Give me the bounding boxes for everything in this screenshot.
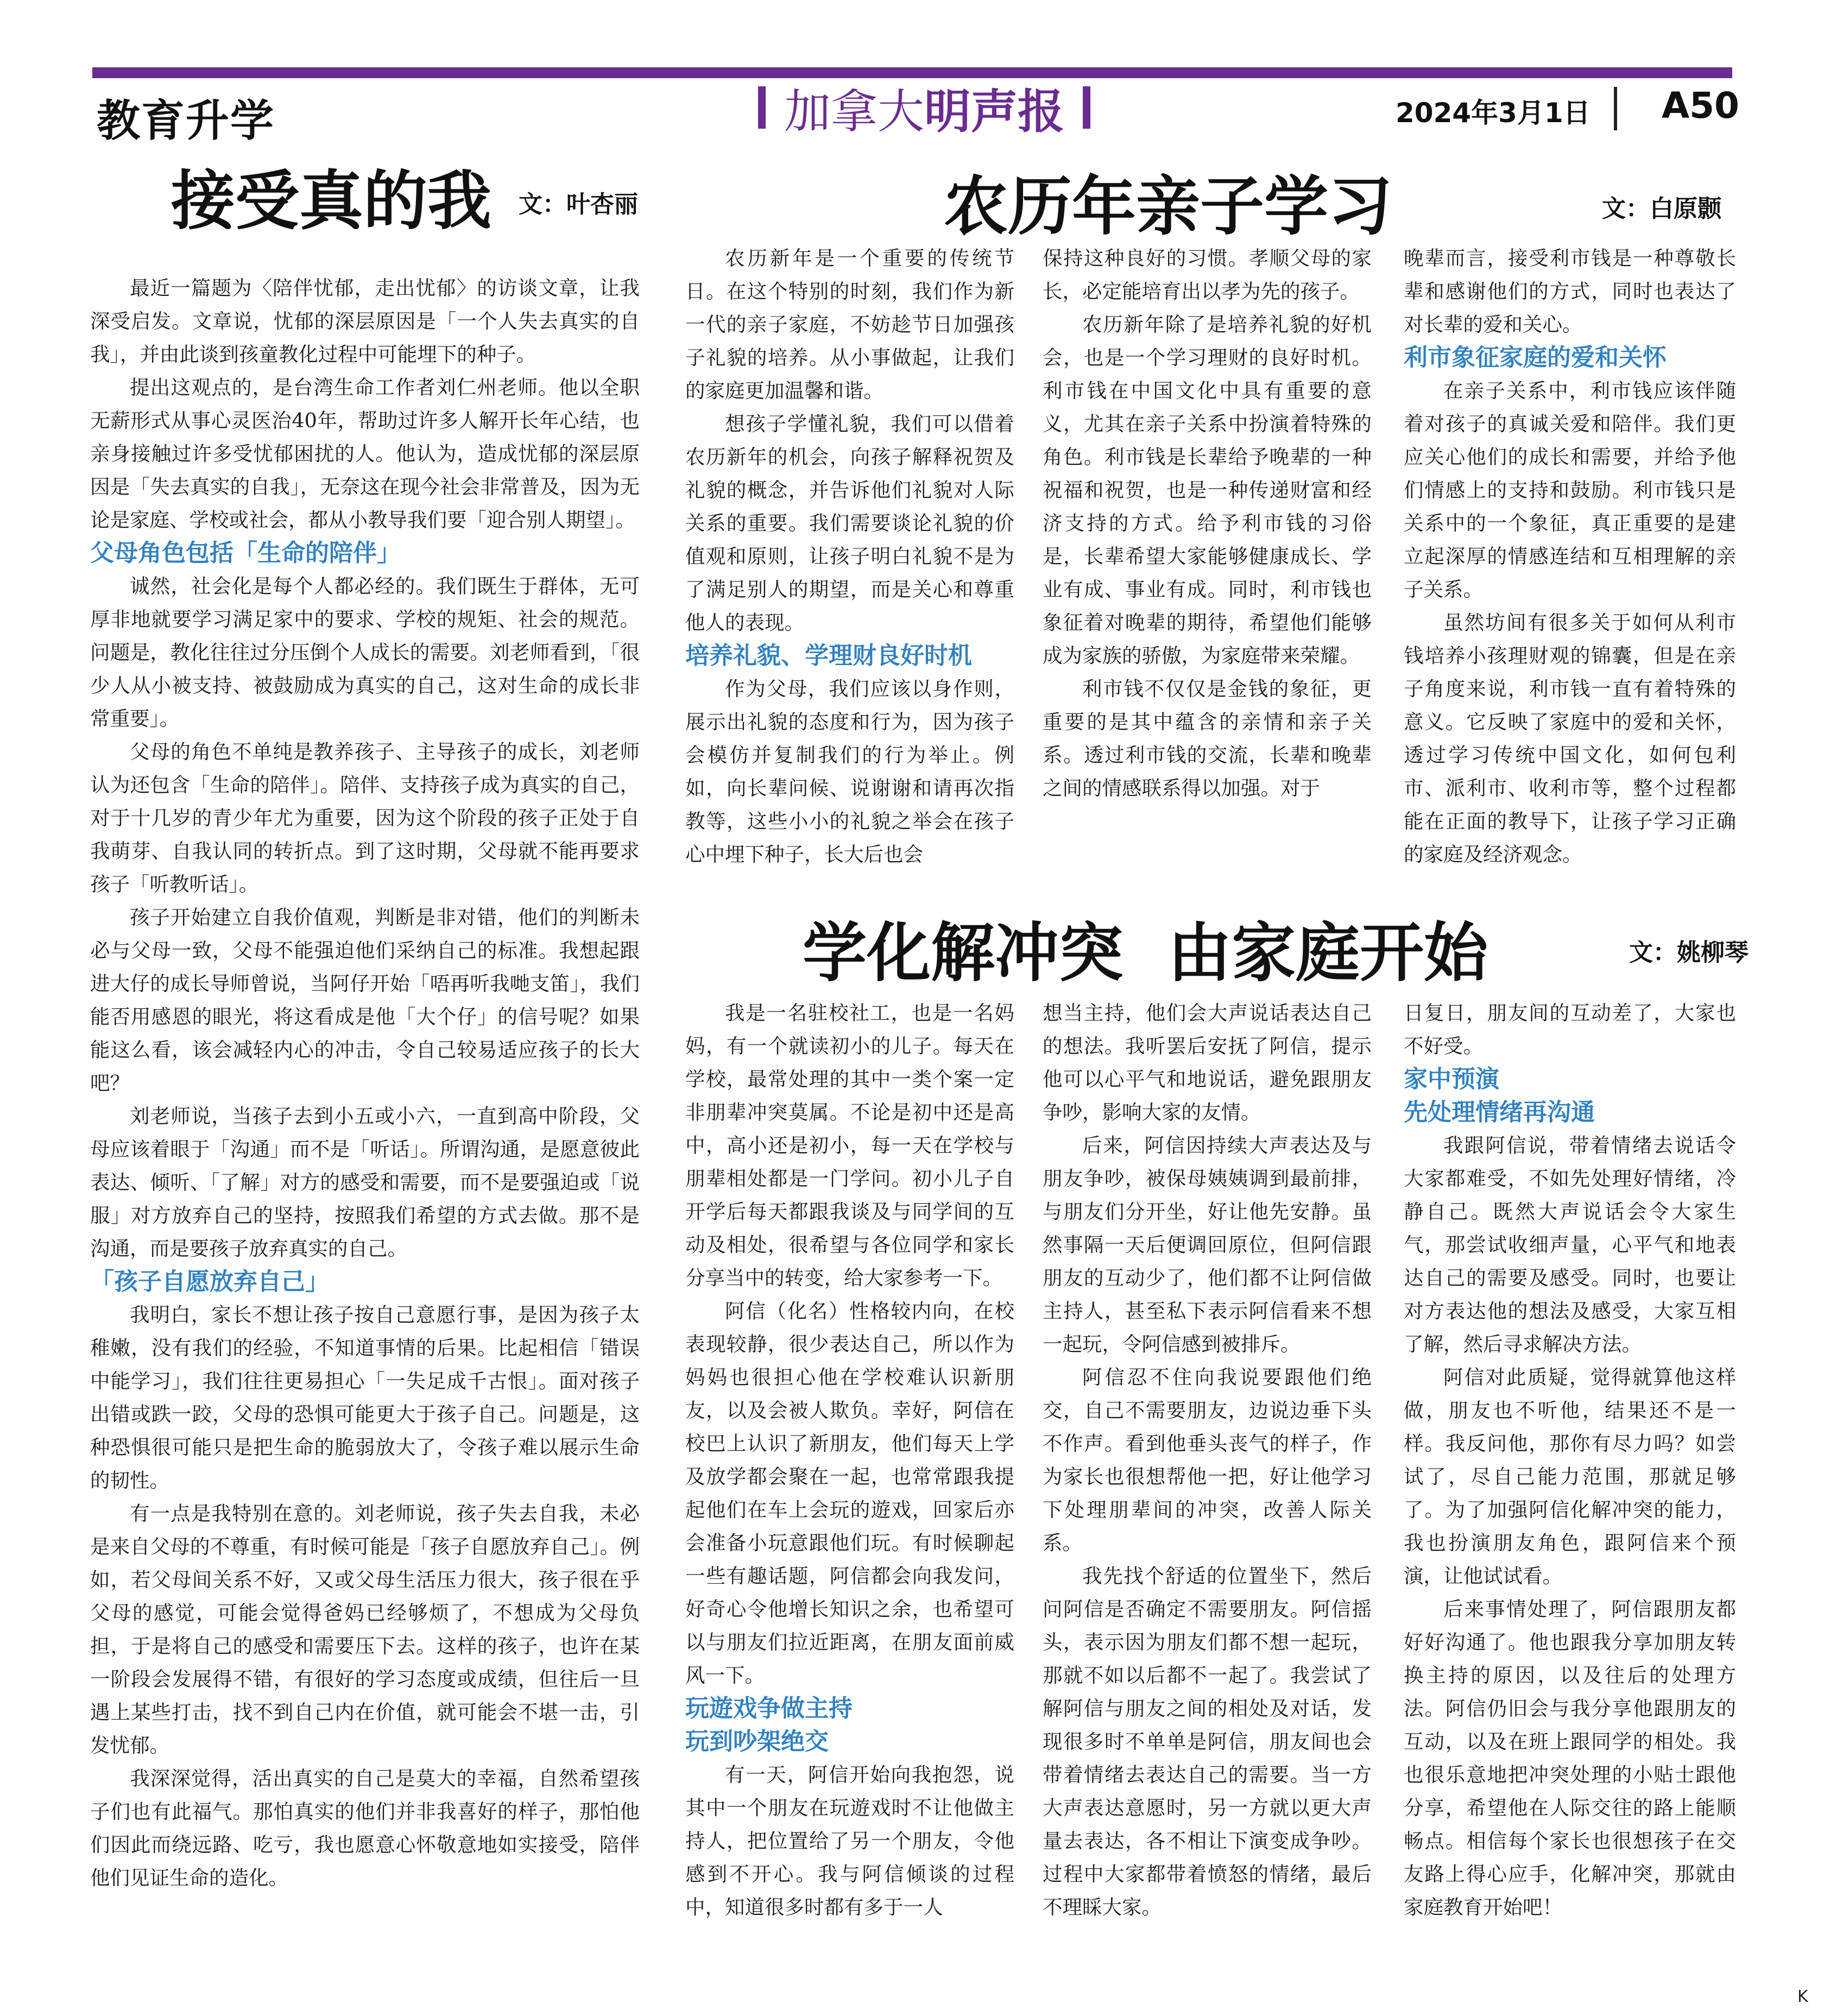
subheading: 先处理情绪再沟通	[1404, 1098, 1595, 1126]
paragraph: 诚然，社会化是每个人都必经的。我们既生于群体，无可厚非地就要学习满足家中的要求、学校的规矩、社会的规范。问题是，教化往往过分压倒个人成长的需要。刘老师看到，「很少人从小被支持、被鼓励成为真实的自己，这对生命的成长非常重要」。	[90, 574, 640, 730]
article3-col3	[1404, 996, 1736, 1974]
paragraph: 父母的角色不单纯是教养孩子、主导孩子的成长，刘老师认为还包含「生命的陪伴」。陪伴、支持孩子成为真实的自己，对于十几岁的青少年尤为重要，因为这个阶段的孩子正处于自我萌芽、自我认同的转折点。到了这时期，父母就不能再要求孩子「听教听话」。	[90, 740, 640, 896]
paragraph: 在亲子关系中，利市钱应该伴随着对孩子的真诚关爱和陪伴。我们更应关心他们的成长和需要，并给予他们情感上的支持和鼓励。利市钱只是关系中的一个象征，真正重要的是建立起深厚的情感连结和互相理解的亲子关系。	[1404, 379, 1736, 601]
paragraph: 晚辈而言，接受利市钱是一种尊敬长辈和感谢他们的方式，同时也表达了对长辈的爱和关心。	[1404, 247, 1736, 336]
masthead-bar-left	[758, 86, 766, 129]
subheading: 「孩子自愿放弃自己」	[90, 1268, 329, 1295]
paragraph: 有一天，阿信开始向我抱怨，说其中一个朋友在玩遊戏时不让他做主持人，把位置给了另一个朋友，令他感到不开心。我与阿信倾谈的过程中，知道很多时都有多于一人	[685, 1763, 1014, 1919]
paragraph: 后来，阿信因持续大声表达及与朋友争吵，被保母姨姨调到最前排，与朋友们分开坐，好让他先安静。虽然事隔一天后便调回原位，但阿信跟朋友的互动少了，他们都不让阿信做主持人，甚至私下表示阿信看来不想一起玩，令阿信感到被排斥。	[1043, 1134, 1372, 1356]
masthead	[740, 80, 1109, 139]
paragraph: 我先找个舒适的位置坐下，然后问阿信是否确定不需要朋友。阿信摇头，表示因为朋友们都不想一起玩，那就不如以后都不一起了。我尝试了解阿信与朋友之间的相处及对话，发现很多时不单单是阿信，朋友间也会带着情绪去表达自己的需要。当一方大声表达意愿时，另一方就以更大声量去表达，各不相让下演变成争吵。过程中大家都带着愤怒的情绪，最后不理睬大家。	[1043, 1564, 1372, 1919]
paragraph: 阿信对此质疑，觉得就算他这样做，朋友也不听他，结果还不是一样。我反问他，那你有尽力吗？如尝试了，尽自己能力范围，那就足够了。为了加强阿信化解冲突的能力，我也扮演朋友角色，跟阿信来个预演，让他试试看。	[1404, 1366, 1736, 1588]
paragraph: 我明白，家长不想让孩子按自己意愿行事，是因为孩子太稚嫩，没有我们的经验，不知道事情的后果。比起相信「错误中能学习」，我们往往更易担心「一失足成千古恨」。面对孩子出错或跌一跤，父母的恐惧可能更大于孩子自己。问题是，这种恐惧很可能只是把生命的脆弱放大了，令孩子难以展示生命的韧性。	[90, 1303, 640, 1492]
paragraph: 想孩子学懂礼貌，我们可以借着农历新年的机会，向孩子解释祝贺及礼貌的概念，并告诉他们礼貌对人际关系的重要。我们需要谈论礼貌的价值观和原则，让孩子明白礼貌不是为了满足别人的期望，而是关心和尊重他人的表现。	[685, 412, 1014, 634]
paragraph: 利市钱不仅仅是金钱的象征，更重要的是其中蕴含的亲情和亲子关系。透过利市钱的交流，长辈和晚辈之间的情感联系得以加强。对于	[1043, 677, 1372, 800]
subheading: 玩遊戏争做主持	[685, 1695, 853, 1722]
article1-body	[90, 271, 640, 1960]
section-title: 教育升学	[97, 96, 275, 146]
paragraph: 虽然坊间有很多关于如何从利市钱培养小孩理财观的锦囊，但是在亲子角度来说，利市钱一直有着特殊的意义。它反映了家庭中的爱和关怀，透过学习传统中国文化，如何包利市、派利市、收利市等，整个过程都能在正面的教导下，让孩子学习正确的家庭及经济观念。	[1404, 611, 1736, 866]
article3-byline: 文：姚柳琴	[1629, 939, 1749, 966]
paragraph: 农历新年除了是培养礼貌的好机会，也是一个学习理财的良好时机。利市钱在中国文化中具有重要的意义，尤其在亲子关系中扮演着特殊的角色。利市钱是长辈给予晚辈的一种祝福和祝贺，也是一种传递财富和经济支持的方式。给予利市钱的习俗是，长辈希望大家能够健康成长、学业有成、事业有成。同时，利市钱也象征着对晚辈的期待，希望他们能够成为家族的骄傲，为家庭带来荣耀。	[1043, 313, 1372, 667]
paragraph: 最近一篇题为〈陪伴忧郁，走出忧郁〉的访谈文章，让我深受启发。文章说，忧郁的深层原因是「一个人失去真实的自我」，并由此谈到孩童教化过程中可能埋下的种子。	[90, 276, 640, 366]
header-divider	[1614, 87, 1617, 130]
article1-title: 接受真的我	[171, 163, 492, 238]
subheading: 利市象征家庭的爱和关怀	[1404, 344, 1667, 371]
paragraph: 后来事情处理了，阿信跟朋友都好好沟通了。他也跟我分享加朋友转换主持的原因，以及往后的处理方法。阿信仍旧会与我分享他跟朋友的互动，以及在班上跟同学的相处。我也很乐意地把冲突处理的小贴士跟他分享，希望他在人际交往的路上能顺畅点。相信每个家长也很想孩子在交友路上得心应手，化解冲突，那就由家庭教育开始吧！	[1404, 1597, 1736, 1919]
paragraph: 有一点是我特别在意的。刘老师说，孩子失去自我，未必是来自父母的不尊重，有时候可能是「孩子自愿放弃自己」。例如，若父母间关系不好，又或父母生活压力很大，孩子很在乎父母的感觉，可能会觉得爸妈已经够烦了，不想成为父母负担，于是将自己的感受和需要压下去。这样的孩子，也许在某一阶段会发展得不错，有很好的学习态度或成绩，但往后一旦遇上某些打击，找不到自己内在价值，就可能会不堪一击，引发忧郁。	[90, 1502, 640, 1757]
paragraph: 我深深觉得，活出真实的自己是莫大的幸福，自然希望孩子们也有此福气。那怕真实的他们并非我喜好的样子，那怕他们因此而绕远路、吃亏，我也愿意心怀敬意地如实接受，陪伴他们见证生命的造化。	[90, 1767, 640, 1889]
masthead-bar-right	[1083, 86, 1090, 129]
paper-name: 明声报	[924, 85, 1064, 139]
corner-mark: K	[1797, 1987, 1808, 2006]
paragraph: 提出这观点的，是台湾生命工作者刘仁州老师。他以全职无薪形式从事心灵医治40年，帮助过许多人解开长年心结，也亲身接触过许多受忧郁困扰的人。他认为，造成忧郁的深层原因是「失去真实的自我」，无奈这在现今社会非常普及，因为无论是家庭、学校或社会，都从小教导我们要「迎合别人期望」。	[90, 376, 640, 532]
paragraph: 保持这种良好的习惯。孝顺父母的家长，必定能培育出以孝为先的孩子。	[1043, 247, 1372, 303]
page-number: A50	[1662, 85, 1739, 127]
subheading: 玩到吵架绝交	[685, 1728, 829, 1755]
article2-col1	[685, 242, 1014, 866]
article3-title: 学化解冲突 由家庭开始	[803, 915, 1488, 990]
subheading: 培养礼貌、学理财良好时机	[685, 642, 972, 669]
article1-byline: 文：叶杏丽	[519, 191, 638, 218]
paragraph: 我是一名驻校社工，也是一名妈妈，有一个就读初小的儿子。每天在学校，最常处理的其中一类个案一定非朋辈冲突莫属。不论是初中还是高中，高小还是初小，每一天在学校与朋辈相处都是一门学问。初小儿子自开学后每天都跟我谈及与同学间的互动及相处，很希望与各位同学和家长分享当中的转变，给大家参考一下。	[685, 1001, 1014, 1290]
article2-title: 农历年亲子学习	[944, 168, 1393, 244]
article2-col3	[1404, 242, 1736, 866]
issue-date: 2024年3月1日	[1396, 97, 1591, 129]
subheading: 父母角色包括「生命的陪伴」	[90, 539, 401, 567]
paragraph: 日复日，朋友间的互动差了，大家也不好受。	[1404, 1001, 1736, 1058]
article3-col2	[1043, 996, 1372, 1974]
paragraph: 孩子开始建立自我价值观，判断是非对错，他们的判断未必与父母一致，父母不能强迫他们采纳自己的标准。我想起跟进大仔的成长导师曾说，当阿仔开始「唔再听我哋支笛」，我们能否用感恩的眼光，将这看成是他「大个仔」的信号呢？如果能这么看，该会减轻内心的冲击，令自己较易适应孩子的长大吧？	[90, 906, 640, 1095]
paragraph: 想当主持，他们会大声说话表达自己的想法。我听罢后安抚了阿信，提示他可以心平气和地说话，避免跟朋友争吵，影响大家的友情。	[1043, 1001, 1372, 1124]
article2-col2	[1043, 242, 1372, 866]
paragraph: 农历新年是一个重要的传统节日。在这个特别的时刻，我们作为新一代的亲子家庭，不妨趁节日加强孩子礼貌的培养。从小事做起，让我们的家庭更加温馨和谐。	[685, 247, 1014, 402]
article3-col1	[685, 996, 1014, 1974]
article2-byline: 文：白原颢	[1602, 195, 1721, 223]
paragraph: 刘老师说，当孩子去到小五或小六，一直到高中阶段，父母应该着眼于「沟通」而不是「听话」。所谓沟通，是愿意彼此表达、倾听、「了解」对方的感受和需要，而不是要强迫或「说服」对方放弃自己的坚持，按照我们希望的方式去做。那不是沟通，而是要孩子放弃真实的自己。	[90, 1104, 640, 1260]
paragraph: 阿信忍不住向我说要跟他们绝交，自己不需要朋友，边说边垂下头不作声。看到他垂头丧气的样子，作为家长也很想帮他一把，好让他学习下处理朋辈间的冲突，改善人际关系。	[1043, 1366, 1372, 1554]
paragraph: 阿信（化名）性格较内向，在校表现较静，很少表达自己，所以作为妈妈也很担心他在学校难认识新朋友，以及会被人欺负。幸好，阿信在校巴上认识了新朋友，他们每天上学及放学都会聚在一起，也常常跟我提起他们在车上会玩的遊戏，回家后亦会准备小玩意跟他们玩。有时候聊起一些有趣话题，阿信都会向我发问，好奇心令他增长知识之余，也希望可以与朋友们拉近距离，在朋友面前威风一下。	[685, 1299, 1014, 1687]
paragraph: 作为父母，我们应该以身作则，展示出礼貌的态度和行为，因为孩子会模仿并复制我们的行为举止。例如，向长辈问候、说谢谢和请再次指教等，这些小小的礼貌之举会在孩子心中埋下种子，长大后也会	[685, 677, 1014, 866]
subheading: 家中预演	[1404, 1065, 1499, 1093]
paragraph: 我跟阿信说，带着情绪去说话令大家都难受，不如先处理好情绪，冷静自己。既然大声说话会令大家生气，那尝试收细声量，心平气和地表达自己的需要及感受。同时，也要让对方表达他的想法及感受，大家互相了解，然后寻求解决方法。	[1404, 1134, 1736, 1356]
paper-prefix: 加拿大	[784, 85, 924, 139]
